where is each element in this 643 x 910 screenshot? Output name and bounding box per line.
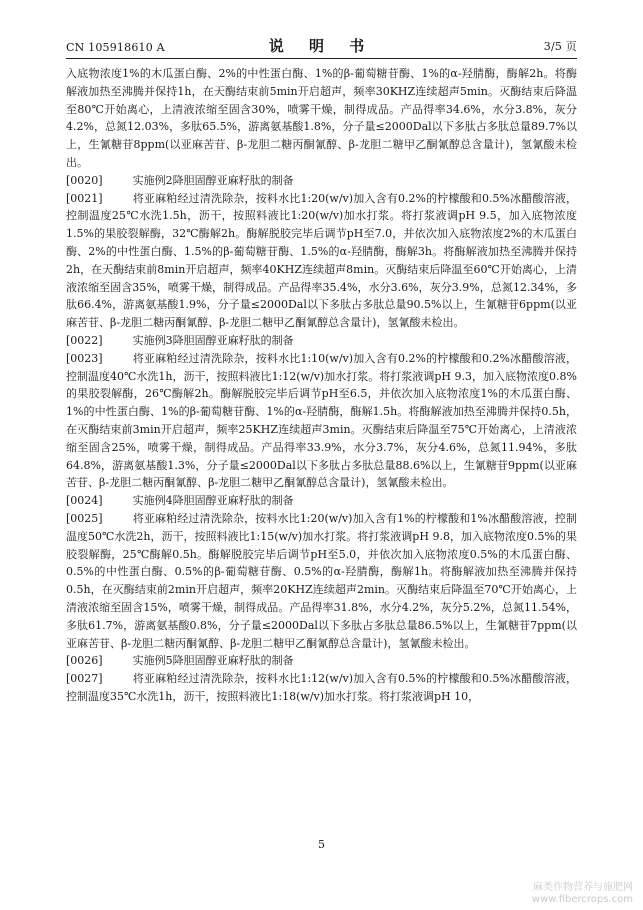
page-indicator: 3/5 页 [543, 40, 577, 53]
paragraph-text: 将亚麻粕经过清洗除杂，按料水比1:20(w/v)加入含有0.2%的柠檬酸和0.5%冰醋酸溶液，控制温度25℃水洗1.5h，沥干，按照料液比1:20(w/v)加水打浆。将打浆液调pH 9.5，加入底物浓度1.5%的果胶裂解酶，32℃酶解2h。酶解脱胶完毕后调节pH至7.0，并依次加入底物浓度2%的木瓜蛋白酶、2%的中性蛋白酶、1.5%的β-葡萄糖苷酶、1.5%的α-羟腈酶，酶解3h。将酶解液加热至沸腾并保持2h，在天酶结束前8min开启超声，频率40KHZ连续超声8min。灭酶结束后降温至60℃开始离心，上清液浓缩至固含35%，喷雾干燥，制得成品。产品得率35.4%，水分3.6%，灰分3.9%，总氮12.34%，多肽66.4%，游离氨基酸1.9%，分子量≤2000Dal以下多肽占多肽总量90.5%以上，生氰糖苷6ppm(以亚麻苦苷、β-龙胆二糖丙酮氰醇、β-龙胆二糖甲乙酮氰醇总含量计)，氢氰酸未检出。 [66, 191, 577, 330]
paragraph-number: [0025] [66, 511, 103, 525]
paragraph-number: [0026] [66, 654, 103, 668]
paragraph-text: 将亚麻粕经过清洗除杂，按料水比1:12(w/v)加入含有0.5%的柠檬酸和0.5%冰醋酸溶液，控制温度35℃水洗1h，沥干，按照料液比1:18(w/v)加水打浆。将打浆液调pH 10， [66, 672, 577, 703]
watermark-site-name: 麻类作物营养与施肥网 [533, 882, 633, 893]
paragraph [66, 190, 577, 332]
paragraph [66, 652, 577, 670]
paragraph [66, 350, 577, 492]
paragraph-number: [0024] [66, 494, 103, 508]
paragraph [66, 670, 577, 706]
paragraph-number: [0020] [66, 173, 103, 187]
section-heading: 实施例5降胆固醇亚麻籽肽的制备 [132, 654, 294, 668]
paragraph [66, 172, 577, 190]
paragraph-number: [0022] [66, 333, 103, 347]
paragraph-number: [0023] [66, 351, 103, 365]
paragraph-text: 入底物浓度1%的木瓜蛋白酶、2%的中性蛋白酶、1%的β-葡萄糖苷酶、1%的α-羟腈酶，酶解2h。将酶解液加热至沸腾并保持1h，在天酶结束前5min开启超声，频率30KHZ连续超声5min。灭酶结束后降温至80℃开始离心，上清液浓缩至固含30%，喷雾干燥，制得成品。产品得率34.6%，水分3.8%，灰分4.2%，总氮12.03%，多肽65.5%，游离氨基酸1.8%，分子量≤2000Dal以下多肽占多肽总量89.7%以上，生氰糖苷8ppm(以亚麻苦苷、β-龙胆二糖丙酮氰醇、β-龙胆二糖甲乙酮氰醇总含量计)，氢氰酸未检出。 [66, 67, 577, 169]
paragraph-text: 将亚麻粕经过清洗除杂，按料水比1:20(w/v)加入含有1%的柠檬酸和1%冰醋酸溶液，控制温度50℃水洗2h，沥干，按照料液比1:15(w/v)加水打浆。将打浆液调pH 9.8，加入底物浓度0.5%的果胶裂解酶，25℃酶解0.5h。酶解脱胶完毕后调节pH至5.0，并依次加入底物浓度0.5%的木瓜蛋白酶、0.5%的中性蛋白酶、0.5%的β-葡萄糖苷酶、0.5%的α-羟腈酶，酶解1h。将酶解液加热至沸腾并保持0.5h，在灭酶结束前2min开启超声，频率20KHZ连续超声2min。灭酶结束后降温至70℃开始离心，上清液浓缩至固含15%，喷雾干燥，制得成品。产品得率31.8%，水分4.2%，灰分5.2%，总氮11.54%，多肽61.7%，游离氨基酸0.8%，分子量≤2000Dal以下多肽占多肽总量86.5%以上，生氰糖苷7ppm(以亚麻苦苷、β-龙胆二糖丙酮氰醇、β-龙胆二糖甲乙酮氰醇总含量计)，氢氰酸未检出。 [66, 511, 577, 650]
paragraph [66, 492, 577, 510]
paragraph [66, 65, 577, 172]
paragraph [66, 510, 577, 652]
section-heading: 实施例2降胆固醇亚麻籽肽的制备 [132, 173, 294, 187]
page-number: 5 [318, 838, 325, 851]
paragraph [66, 332, 577, 350]
section-heading: 实施例4降胆固醇亚麻籽肽的制备 [132, 494, 294, 508]
watermark [532, 882, 633, 906]
paragraph-number: [0027] [66, 672, 103, 686]
page-header [66, 36, 577, 59]
document-title: 说 明 书 [268, 37, 375, 55]
watermark-url: www.fibercrops.com [531, 894, 633, 905]
paragraph-text: 将亚麻粕经过清洗除杂，按料水比1:10(w/v)加入含有0.2%的柠檬酸和0.2%冰醋酸溶液，控制温度40℃水洗1h，沥干，按照料液比1:12(w/v)加水打浆。将打浆液调pH 9.3，加入底物浓度0.8%的果胶裂解酶，26℃酶解2h。酶解脱胶完毕后调节pH至6.5，并依次加入底物浓度1%的木瓜蛋白酶、1%的中性蛋白酶、1%的β-葡萄糖苷酶、1%的α-羟腈酶，酶解1.5h。将酶解液加热至沸腾并保持0.5h，在灭酶结束前3min开启超声，频率25KHZ连续超声3min。灭酶结束后降温至75℃开始离心，上清液浓缩至固含25%，喷雾干燥，制得成品。产品得率33.9%，水分3.7%，灰分4.6%，总氮11.94%，多肽64.8%，游离氨基酸1.3%，分子量≤2000Dal以下多肽占多肽总量88.6%以上，生氰糖苷9ppm(以亚麻苦苷、β-龙胆二糖丙酮氰醇、β-龙胆二糖甲乙酮氰醇总含量计)，氢氰酸未检出。 [66, 351, 577, 490]
body-text [66, 65, 577, 706]
patent-number: CN 105918610 A [66, 41, 165, 54]
paragraph-number: [0021] [66, 191, 103, 205]
section-heading: 实施例3降胆固醇亚麻籽肽的制备 [132, 333, 294, 347]
